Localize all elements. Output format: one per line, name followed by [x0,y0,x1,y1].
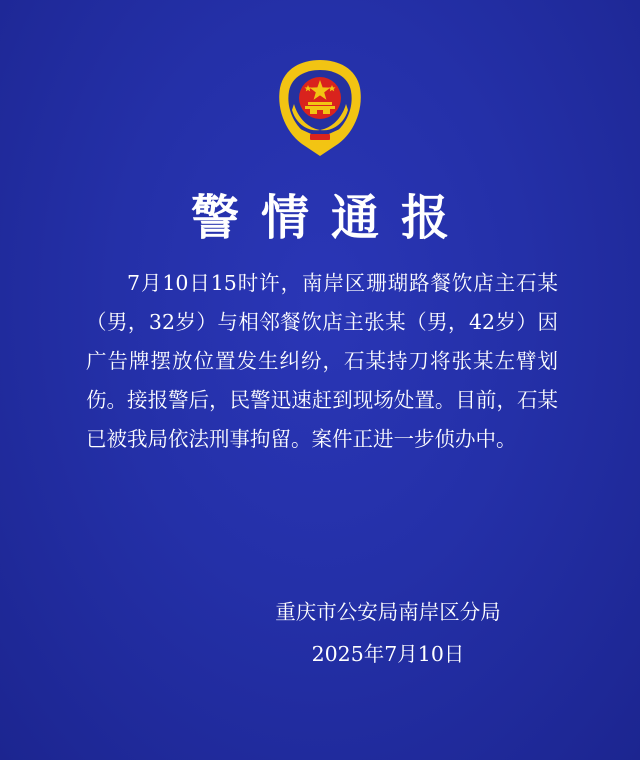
police-emblem-icon [272,58,368,158]
police-emblem-graphic [272,58,368,158]
issuing-authority: 重庆市公安局南岸区分局 [275,600,501,624]
notice-title: 警情通报 [190,190,471,246]
notice-body: 7月10日15时许，南岸区珊瑚路餐饮店主石某（男，32岁）与相邻餐饮店主张某（男，42岁）因广告牌摆放位置发生纠纷，石某持刀将张某左臂划伤。接报警后，民警迅速赶到现场处置。目前，石某已被我局依法刑事拘留。案件正进一步侦办中。 [86,271,558,451]
issue-date: 2025年7月10日 [311,642,465,666]
